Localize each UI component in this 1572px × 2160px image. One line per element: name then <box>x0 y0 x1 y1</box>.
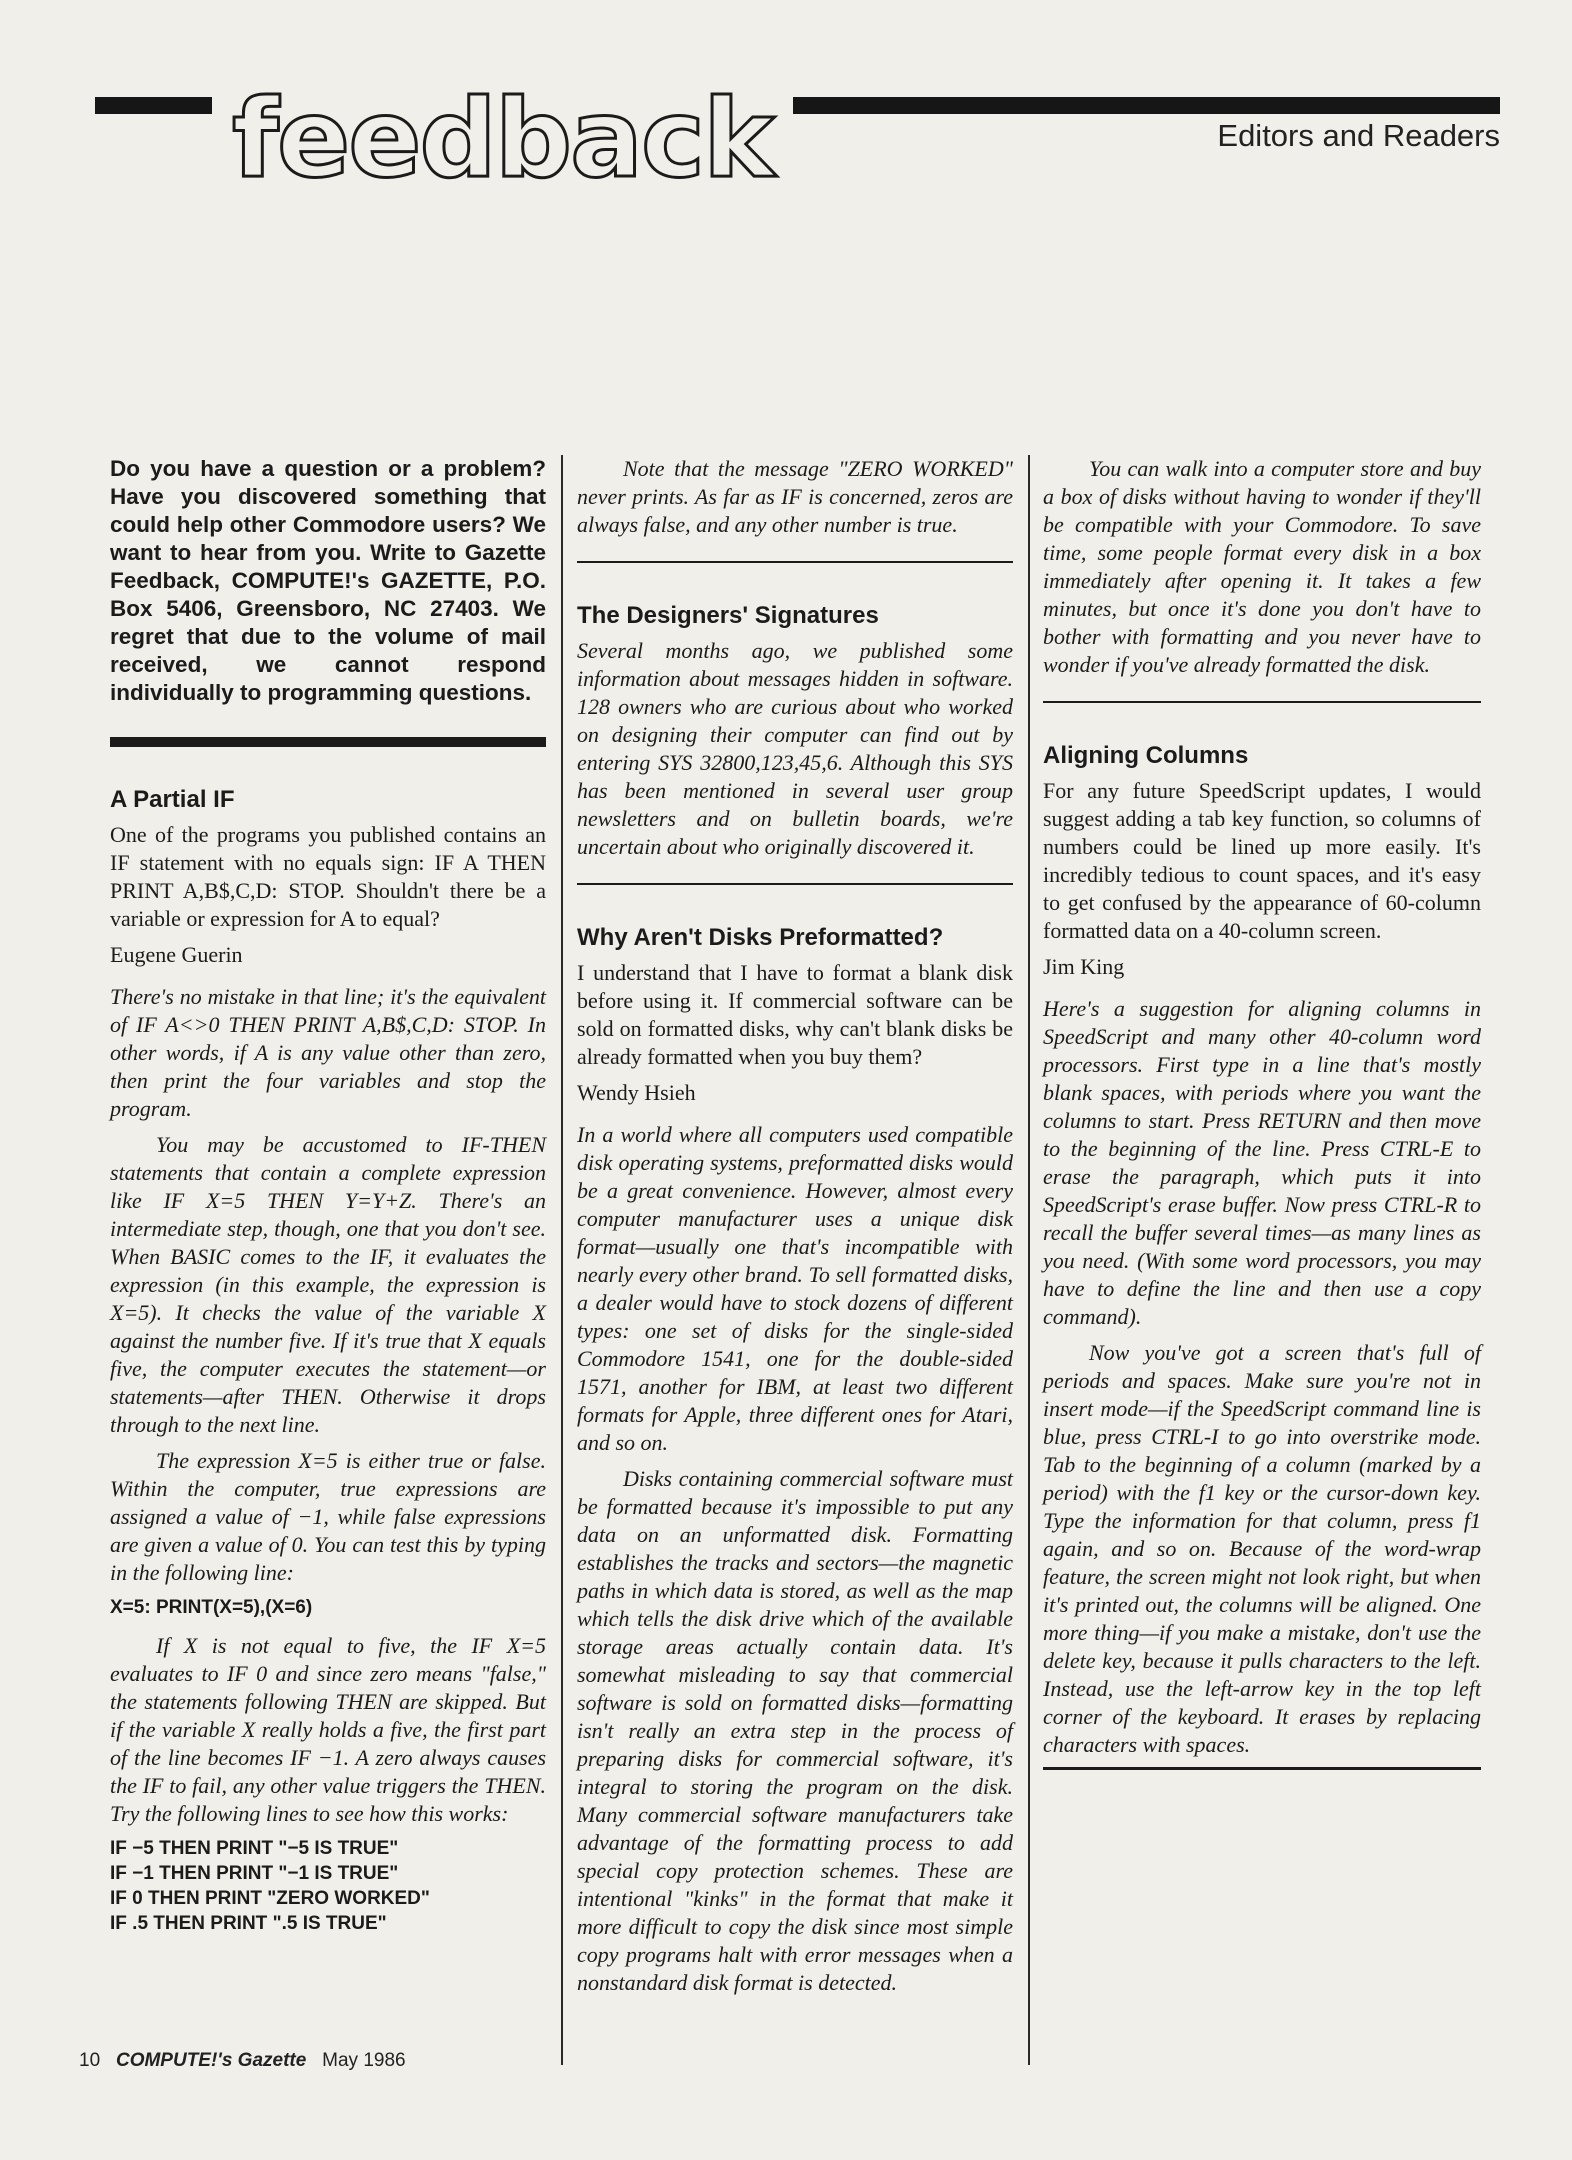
reply-text: In a world where all computers used compatible disk operating systems, preformatted disks would be a great convenience. However, almost every computer manufacturer uses a unique disk format—usually one that's incompatible with nearly every other brand. To sell formatted disks, a dealer would have to stock dozens of different types: one set of disks for the single-sided Commodore 1541, one for the double-sided 1571, another for IBM, at least two different formats for Apple, three different ones for Atari, and so on. <box>577 1122 1013 1455</box>
page-footer <box>79 2050 406 2072</box>
page-number: 10 <box>79 2050 101 2071</box>
issue-date: May 1986 <box>322 2050 406 2071</box>
letter-text: One of the programs you published contains an IF statement with no equals sign: IF A THEN PRINT A,B$,C,D: STOP. Shouldn't there be a variable or expression for A to equal? <box>110 822 546 931</box>
code-line: IF −5 THEN PRINT "−5 IS TRUE" <box>110 1838 399 1859</box>
divider-rule <box>1043 701 1481 703</box>
code-line: IF −1 THEN PRINT "−1 IS TRUE" <box>110 1863 399 1884</box>
code-listing: X=5: PRINT(X=5),(X=6) <box>110 1597 313 1618</box>
end-rule <box>1043 1767 1481 1770</box>
reply-text: Now you've got a screen that's full of periods and spaces. Make sure you're not in insert mode—if the SpeedScript command line is blue, press CTRL-I to go into overstrike mode. Tab to the beginning of a column (marked by a period) with the f1 key or the cursor-down key. Type the information for that column, press f1 again, and so on. Because of the word-wrap feature, the screen might not look right, but when it's printed out, the columns will be aligned. One more thing—if you make a mistake, don't use the delete key, because it pulls characters to the left. Instead, use the left-arrow key in the top left corner of the keyboard. It erases by replacing characters with spaces. <box>1043 1340 1481 1757</box>
divider-rule <box>577 883 1013 885</box>
code-line: IF .5 THEN PRINT ".5 IS TRUE" <box>110 1913 387 1934</box>
masthead-logo: feedback <box>212 90 793 200</box>
reply-text: The expression X=5 is either true or false. Within the computer, true expressions are assigned a value of −1, while false expressions are given a value of 0. You can test this by typing in the following line: <box>110 1448 546 1585</box>
reply-text: Here's a suggestion for aligning columns in SpeedScript and many other 40-column word processors. First type in a line that's mostly blank spaces, with periods where you want the columns to start. Press RETURN and then move to the beginning of the line. Press CTRL-E to erase the paragraph, which puts it into SpeedScript's erase buffer. Now press CTRL-R to recall the buffer several times—as many lines as you need. (With some word processors, you may have to define the line and then use a copy command). <box>1043 996 1481 1329</box>
letter-signature: Eugene Guerin <box>110 942 243 967</box>
intro-text: Do you have a question or a problem? Have you discovered something that could help other Commodore users? We want to hear from you. Write to Gazette Feedback, COMPUTE!'s GAZETTE, P.O. Box 5406, Greensboro, NC 27403. We regret that due to the volume of mail received, we cannot respond individually to programming questions. <box>110 456 546 705</box>
column-2 <box>577 455 1013 2005</box>
code-listing <box>110 1836 546 1936</box>
reply-text: Note that the message "ZERO WORKED" never prints. As far as IF is concerned, zeros are always false, and any other number is true. <box>577 456 1013 537</box>
article-heading: A Partial IF <box>110 786 235 813</box>
letter-signature: Wendy Hsieh <box>577 1080 696 1105</box>
article-heading: Aligning Columns <box>1043 742 1249 769</box>
reply-text: Disks containing commercial software must be formatted because it's impossible to put any data on an unformatted disk. Formatting establishes the tracks and sectors—the magnetic paths in which data is stored, as well as the map which tells the disk drive which of the available storage areas actually contain data. It's somewhat misleading to say that commercial software is sold on formatted disks—formatting isn't really an extra step in the process of preparing disks for commercial software, it's integral to storing the program on the disk. Many commercial software manufacturers take advantage of the formatting process to add special copy protection schemes. These are intentional "kinks" in the format that make it more difficult to copy the disk since most simple copy programs halt with error messages when a nonstandard disk format is detected. <box>577 1466 1013 1995</box>
column-divider <box>561 455 563 2065</box>
reply-text: You can walk into a computer store and buy a box of disks without having to wonder if they'll be compatible with your Commodore. To save time, some people format every disk in a box immediately after opening it. It takes a few minutes, but once it's done you don't have to bother with formatting and you never have to wonder if you've already formatted the disk. <box>1043 456 1481 677</box>
code-line: IF 0 THEN PRINT "ZERO WORKED" <box>110 1888 430 1909</box>
column-3 <box>1043 455 1481 1770</box>
divider-bar <box>110 737 546 747</box>
article-heading: The Designers' Signatures <box>577 602 879 629</box>
column-1 <box>110 455 546 1948</box>
letter-signature: Jim King <box>1043 954 1125 979</box>
column-divider <box>1028 455 1030 2065</box>
reply-text: You may be accustomed to IF-THEN statements that contain a complete expression like IF X=5 THEN Y=Y+Z. There's an intermediate step, though, one that you don't see. When BASIC comes to the IF, it evaluates the expression (in this example, the expression is X=5). It checks the value of the variable X against the number five. If it's true that X equals five, the computer executes the statement—or statements—after THEN. Otherwise it drops through to the next line. <box>110 1132 546 1437</box>
reply-text: There's no mistake in that line; it's the equivalent of IF A<>0 THEN PRINT A,B$,C,D: STOP. In other words, if A is any value other than zero, then print the four variables and stop the program. <box>110 984 546 1121</box>
reply-text: Several months ago, we published some information about messages hidden in software. 128 owners who are curious about who worked on designing their computer can find out by entering SYS 32800,123,45,6. Although this SYS has been mentioned in several user group newsletters and on bulletin boards, we're uncertain about who originally discovered it. <box>577 638 1013 859</box>
article-heading: Why Aren't Disks Preformatted? <box>577 924 944 951</box>
section-label: Editors and Readers <box>1217 118 1500 153</box>
letter-text: For any future SpeedScript updates, I would suggest adding a tab key function, so columns of numbers could be lined up more easily. It's incredibly tedious to count spaces, and it's easy to get confused by the appearance of 60-column formatted data on a 40-column screen. <box>1043 778 1481 943</box>
divider-rule <box>577 561 1013 563</box>
reply-text: If X is not equal to five, the IF X=5 evaluates to IF 0 and since zero means "false," the statements following THEN are skipped. But if the variable X really holds a five, the first part of the line becomes IF −1. A zero always causes the IF to fail, any other value triggers the THEN. Try the following lines to see how this works: <box>110 1633 546 1826</box>
publication-name: COMPUTE!'s Gazette <box>115 2050 307 2071</box>
letter-text: I understand that I have to format a blank disk before using it. If commercial software can be sold on formatted disks, why can't blank disks be already formatted when you buy them? <box>577 960 1013 1069</box>
